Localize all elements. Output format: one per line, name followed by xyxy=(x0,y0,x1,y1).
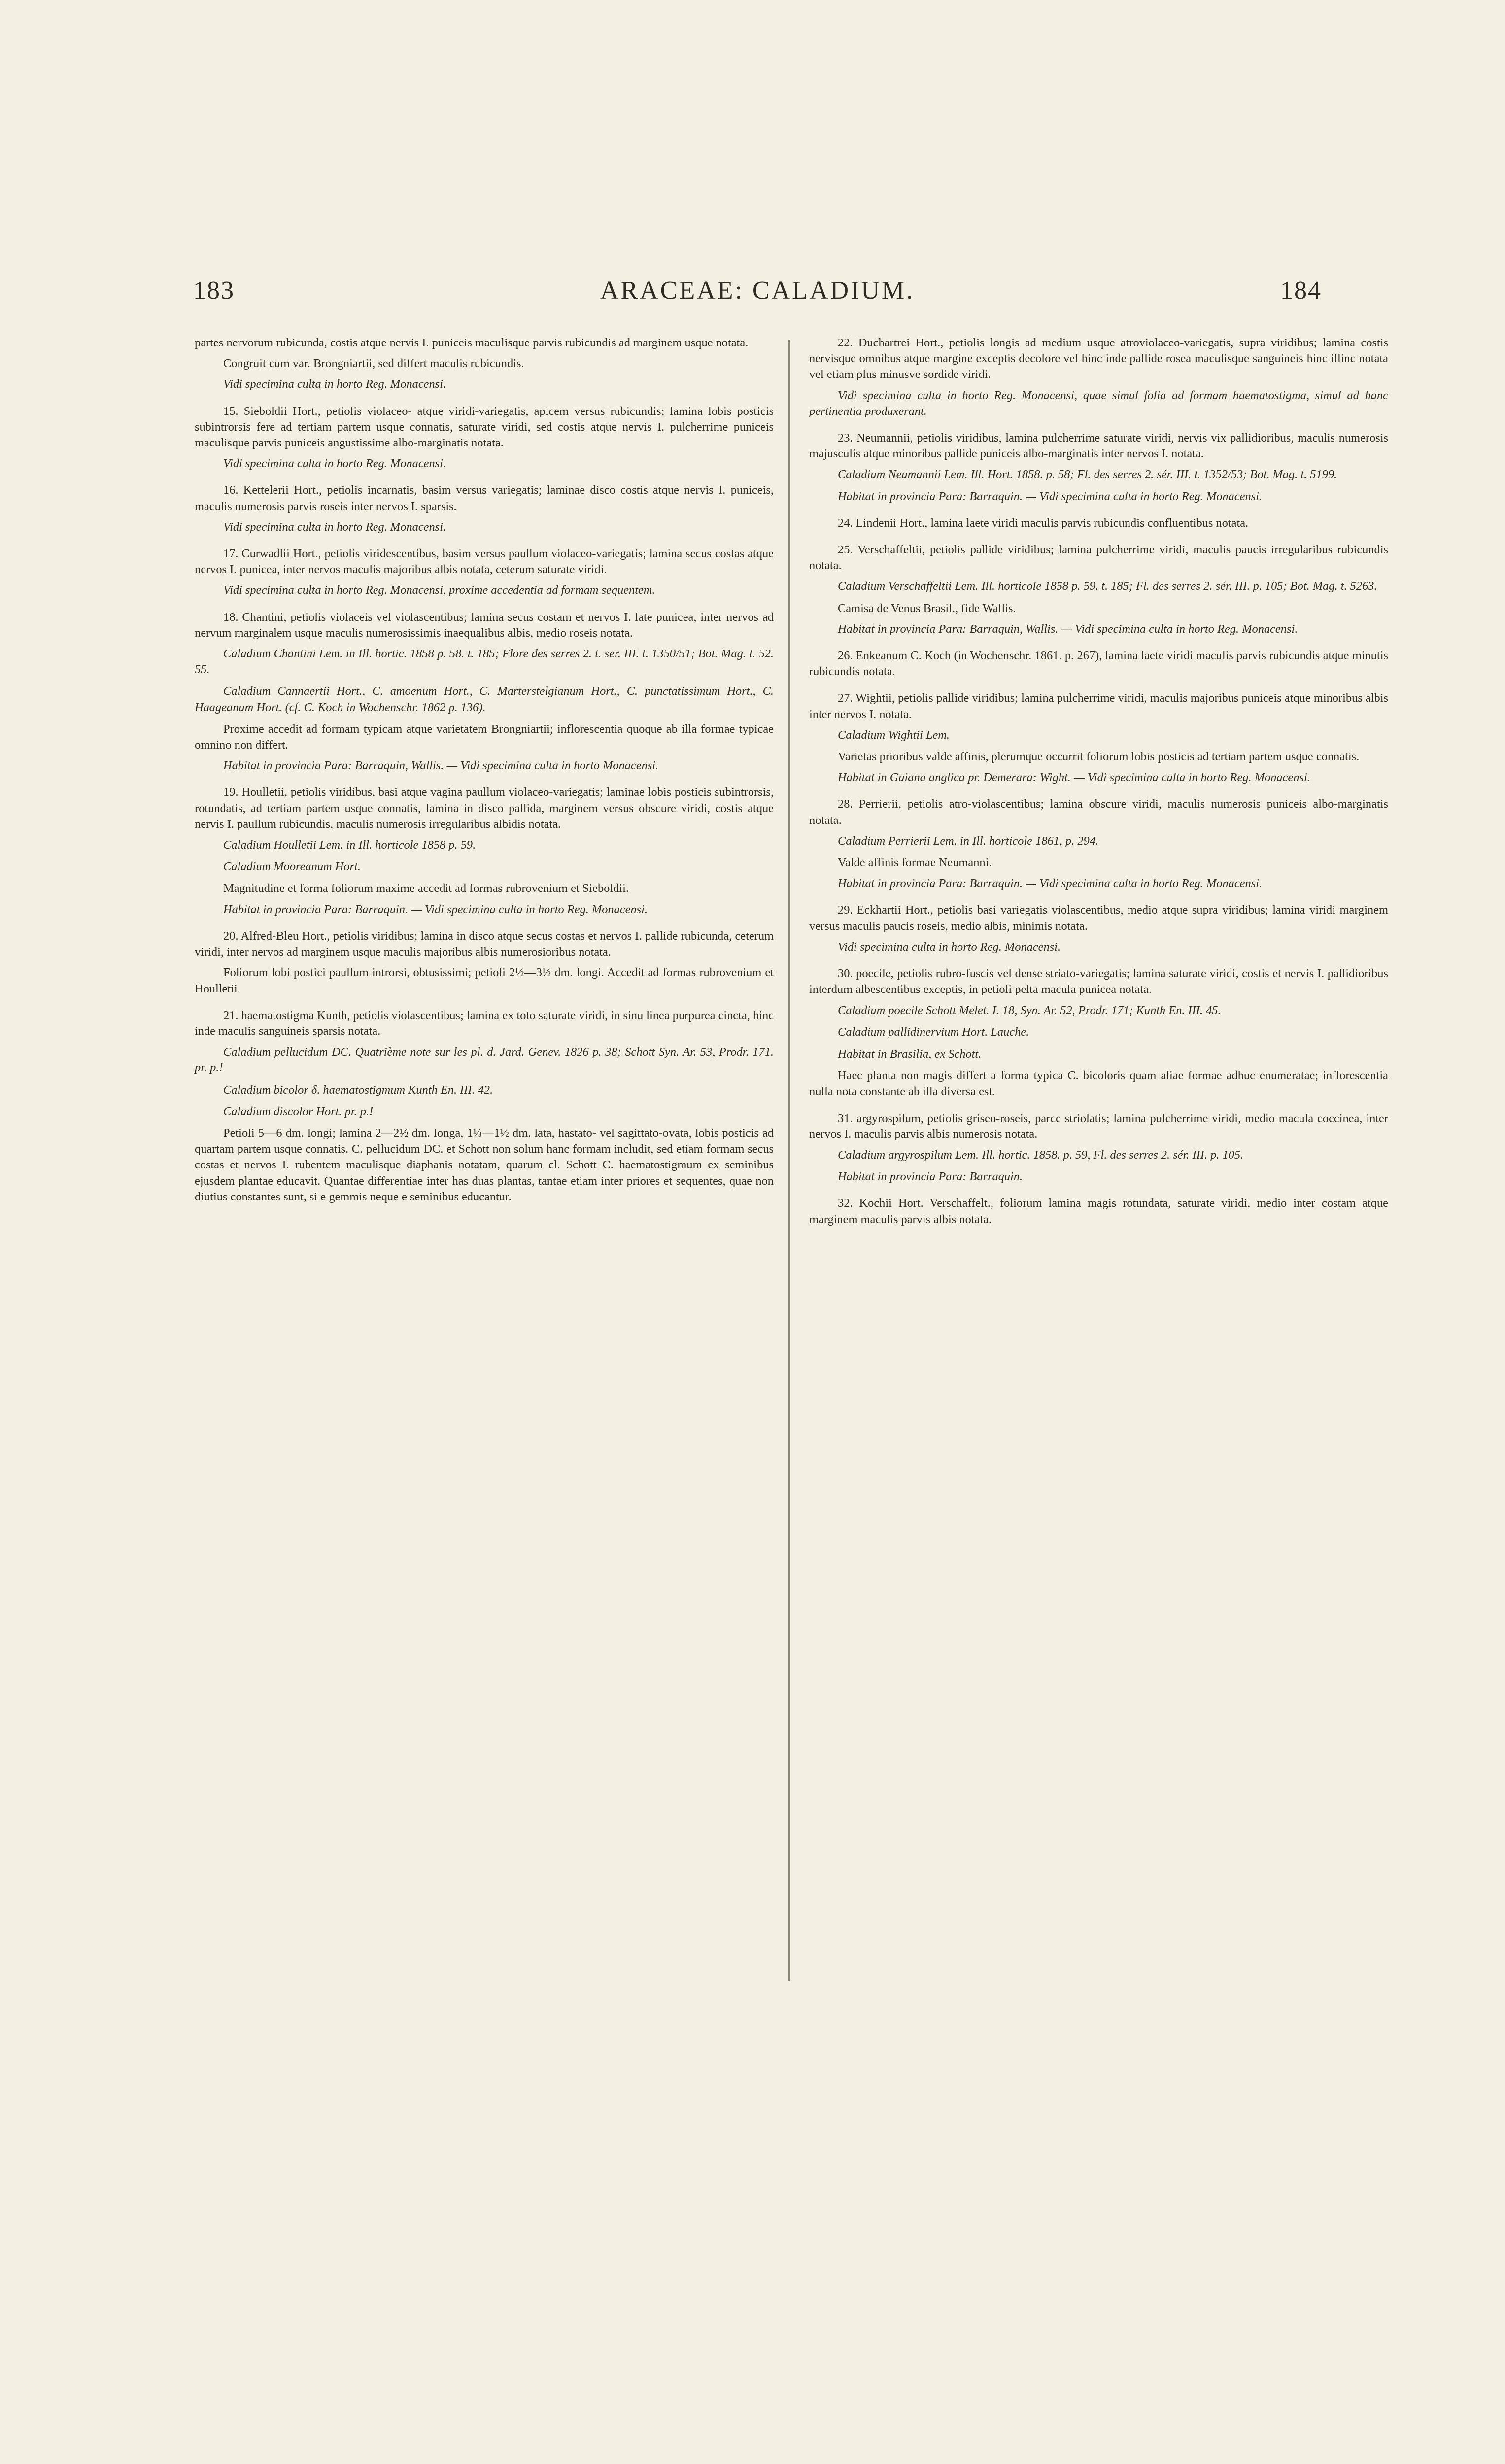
paragraph: 19. Houlletii, petiolis viridibus, basi atque vagina paullum violaceo-variegatis; laminae lobis posticis subintrorsis, rotundatis, ad tertiam partem usque connatis, lamina in disco pallida, marginem versus obscure viridi, costis atque nervis I. paullum rubicundis, maculis numerosis irregularibus albidis notata. xyxy=(195,786,774,831)
paragraph: 30. poecile, petiolis rubro-fuscis vel dense striato-variegatis; lamina saturate viridi, costis et nervis I. pallidioribus interdum albescentibus exceptis, in petioli pelta macula punicea notata. xyxy=(809,967,1388,996)
paragraph: Caladium pallidinervium Hort. Lauche. xyxy=(838,1025,1029,1039)
paragraph: 24. Lindenii Hort., lamina laete viridi maculis parvis rubicundis confluentibus notata. xyxy=(838,516,1249,530)
paragraph: Caladium Verschaffeltii Lem. Ill. horticole 1858 p. 59. t. 185; Fl. des serres 2. sér. III. p. 105; Bot. Mag. t. 5263. xyxy=(838,580,1377,593)
paragraph: Caladium argyrospilum Lem. Ill. hortic. 1858. p. 59, Fl. des serres 2. sér. III. p. 105. xyxy=(838,1148,1244,1162)
paragraph: 15. Sieboldii Hort., petiolis violaceo- atque viridi-variegatis, apicem versus rubicundis; lamina lobis posticis subintrorsis fere ad tertiam partem usque connatis, saturate viridi, sed costis atque nervis I. pulcherrime puniceis maculisque parvis puniceis angustissime albo-marginatis notata. xyxy=(195,404,774,450)
paragraph: partes nervorum rubicunda, costis atque nervis I. puniceis maculisque parvis rubicundis ad marginem usque notata. xyxy=(195,336,749,349)
paragraph: Vidi specimina culta in horto Reg. Monacensi, quae simul folia ad formam haematostigma, simul ad hanc pertinentia produxerant. xyxy=(809,388,1388,418)
paragraph: Caladium bicolor δ. haematostigmum Kunth En. III. 42. xyxy=(223,1083,493,1096)
paragraph: 18. Chantini, petiolis violaceis vel violascentibus; lamina secus costam et nervos I. late punicea, inter nervos ad nervum marginalem usque maculis numerosissimis inaequalibus albis, medio roseis notata. xyxy=(195,610,774,640)
paragraph: Proxime accedit ad formam typicam atque varietatem Brongniartii; inflorescentia quoque ab illa formae typicae omnino non differt. xyxy=(195,722,774,752)
paragraph: Habitat in provincia Para: Barraquin. — Vidi specimina culta in horto Reg. Monacensi. xyxy=(838,877,1263,890)
paragraph: 22. Duchartrei Hort., petiolis longis ad medium usque atroviolaceo-variegatis, supra viridibus; lamina costis nervisque omnibus atque margine exceptis decolore vel hinc inde pallide rosea maculisque sanguineis hinc illinc notata vel etiam plus minusve sordide viridi. xyxy=(809,336,1388,381)
paragraph: Vidi specimina culta in horto Reg. Monacensi. xyxy=(223,457,446,471)
paragraph: Habitat in Guiana anglica pr. Demerara: Wight. — Vidi specimina culta in horto Reg. Monacensi. xyxy=(838,771,1310,785)
paragraph: Habitat in Brasilia, ex Schott. xyxy=(838,1047,982,1061)
paragraph: Petioli 5—6 dm. longi; lamina 2—2½ dm. longa, 1⅓—1½ dm. lata, hastato- vel sagittato-ovata, lobis posticis ad quartam partem usque connatis. C. pellucidum DC. et Schott non solum hanc formam includit, sed etiam formam secus costas et nervos I. rubentem maculisque diaphanis notatam, quarum cl. Schott C. haematostigmum ex seminibus ejusdem plantae educavit. Quantae differentiae inter has duas plantas, tantae etiam inter priores et sequentes, quae non diutius constantes sunt, si e gemmis neque e seminibus educantur. xyxy=(195,1126,774,1203)
paragraph: Caladium discolor Hort. pr. p.! xyxy=(223,1104,374,1118)
paragraph: Habitat in provincia Para: Barraquin, Wallis. — Vidi specimina culta in horto Monacensi. xyxy=(223,759,659,773)
paragraph: Vidi specimina culta in horto Reg. Monacensi, proxime accedentia ad formam sequentem. xyxy=(223,583,655,597)
paragraph: 28. Perrierii, petiolis atro-violascentibus; lamina obscure viridi, maculis numerosis puniceis albo-marginatis notata. xyxy=(809,797,1388,827)
paragraph: Camisa de Venus Brasil., fide Wallis. xyxy=(838,601,1016,615)
paragraph: 32. Kochii Hort. Verschaffelt., foliorum lamina magis rotundata, saturate viridi, medio inter costam atque marginem maculis parvis albis notata. xyxy=(809,1197,1388,1226)
left-column xyxy=(195,335,774,1210)
paragraph: Vidi specimina culta in horto Reg. Monacensi. xyxy=(223,520,446,534)
paragraph: Caladium Wightii Lem. xyxy=(838,728,950,742)
paragraph: Habitat in provincia Para: Barraquin. — Vidi specimina culta in horto Reg. Monacensi. xyxy=(223,902,648,916)
paragraph: 20. Alfred-Bleu Hort., petiolis viridibus; lamina in disco atque secus costas et nervos I. pallide rubicunda, ceterum viridi, inter nervos ad marginem usque maculis majoribus albis numerosioribus notata. xyxy=(195,929,774,959)
paragraph: Varietas prioribus valde affinis, plerumque occurrit foliorum lobis posticis ad tertiam partem usque connatis. xyxy=(838,750,1360,764)
paragraph: Caladium Neumannii Lem. Ill. Hort. 1858. p. 58; Fl. des serres 2. sér. III. t. 1352/53; Bot. Mag. t. 5199. xyxy=(838,468,1337,481)
running-title: ARACEAE: CALADIUM. xyxy=(600,276,915,305)
paragraph: Caladium poecile Schott Melet. I. 18, Syn. Ar. 52, Prodr. 171; Kunth En. III. 45. xyxy=(838,1003,1221,1017)
paragraph: Magnitudine et forma foliorum maxime accedit ad formas rubrovenium et Sieboldii. xyxy=(223,882,629,895)
paragraph: Haec planta non magis differt a forma typica C. bicoloris quam aliae formae adhuc enumeratae; inflorescentia nulla nota constante ab illa diversa est. xyxy=(809,1069,1388,1098)
page-number-left: 183 xyxy=(193,276,235,305)
paragraph: 21. haematostigma Kunth, petiolis violascentibus; lamina ex toto saturate viridi, in sinu linea purpurea cincta, hinc inde maculis sanguineis sparsis notata. xyxy=(195,1008,774,1038)
paragraph: Caladium Cannaertii Hort., C. amoenum Hort., C. Marterstelgianum Hort., C. punctatissimum Hort., C. Haageanum Hort. (cf. C. Koch in Wochenschr. 1862 p. 136). xyxy=(195,684,774,714)
paragraph: Habitat in provincia Para: Barraquin, Wallis. — Vidi specimina culta in horto Reg. Monacensi. xyxy=(838,622,1298,636)
paragraph: 16. Kettelerii Hort., petiolis incarnatis, basim versus variegatis; laminae disco costis atque nervis I. puniceis, maculis numerosis parvis roseis inter nervos I. sparsis. xyxy=(195,483,774,513)
paragraph: Caladium Chantini Lem. in Ill. hortic. 1858 p. 58. t. 185; Flore des serres 2. t. ser. III. t. 1350/51; Bot. Mag. t. 52. 55. xyxy=(195,647,774,677)
paragraph: Habitat in provincia Para: Barraquin. xyxy=(838,1170,1023,1184)
paragraph: 29. Eckhartii Hort., petiolis basi variegatis violascentibus, medio atque supra viridibus; lamina viridi marginem versus maculis paucis roseis, medio albis, minimis notata. xyxy=(809,903,1388,933)
paragraph: Foliorum lobi postici paullum introrsi, obtusissimi; petioli 2½—3½ dm. longi. Accedit ad formas rubrovenium et Houlletii. xyxy=(195,966,774,995)
paragraph: Vidi specimina culta in horto Reg. Monacensi. xyxy=(838,940,1061,954)
paragraph: 31. argyrospilum, petiolis griseo-roseis, parce striolatis; lamina pulcherrime viridi, medio macula coccinea, inter nervos I. maculis parvis albis numerosis notata. xyxy=(809,1111,1388,1141)
paragraph: Habitat in provincia Para: Barraquin. — Vidi specimina culta in horto Reg. Monacensi. xyxy=(838,489,1263,503)
running-head xyxy=(193,276,1322,315)
right-column xyxy=(809,335,1388,1232)
paragraph: Caladium Mooreanum Hort. xyxy=(223,860,361,874)
column-divider xyxy=(788,340,790,1981)
paragraph: 26. Enkeanum C. Koch (in Wochenschr. 1861. p. 267), lamina laete viridi maculis parvis rubicundis atque minutis rubicundis notata. xyxy=(809,649,1388,679)
paragraph: 17. Curwadlii Hort., petiolis viridescentibus, basim versus paullum violaceo-variegatis; lamina secus costas atque nervos I. punicea, inter nervos maculis majoribus albis notata, ceterum saturate viridi. xyxy=(195,547,774,577)
paragraph: 23. Neumannii, petiolis viridibus, lamina pulcherrime saturate viridi, nervis vix pallidioribus, maculis numerosis majusculis atque minoribus pallide puniceis albo-marginatis inter nervos I. notata. xyxy=(809,431,1388,461)
paragraph: 25. Verschaffeltii, petiolis pallide viridibus; lamina pulcherrime viridi, maculis paucis irregularibus rubicundis notata. xyxy=(809,543,1388,573)
paragraph: Caladium Perrierii Lem. in Ill. horticole 1861, p. 294. xyxy=(838,834,1099,848)
paragraph: Valde affinis formae Neumanni. xyxy=(838,856,992,870)
paragraph: Caladium Houlletii Lem. in Ill. horticole 1858 p. 59. xyxy=(223,838,476,852)
page-number-right: 184 xyxy=(1280,276,1322,305)
paragraph: Congruit cum var. Brongniartii, sed differt maculis rubicundis. xyxy=(223,357,524,371)
paragraph: 27. Wightii, petiolis pallide viridibus; lamina pulcherrime viridi, maculis majoribus puniceis atque minoribus albis inter nervos I. notata. xyxy=(809,691,1388,721)
paragraph: Vidi specimina culta in horto Reg. Monacensi. xyxy=(223,377,446,391)
paragraph: Caladium pellucidum DC. Quatrième note sur les pl. d. Jard. Genev. 1826 p. 38; Schott Syn. Ar. 53, Prodr. 171. pr. p.! xyxy=(195,1045,774,1075)
